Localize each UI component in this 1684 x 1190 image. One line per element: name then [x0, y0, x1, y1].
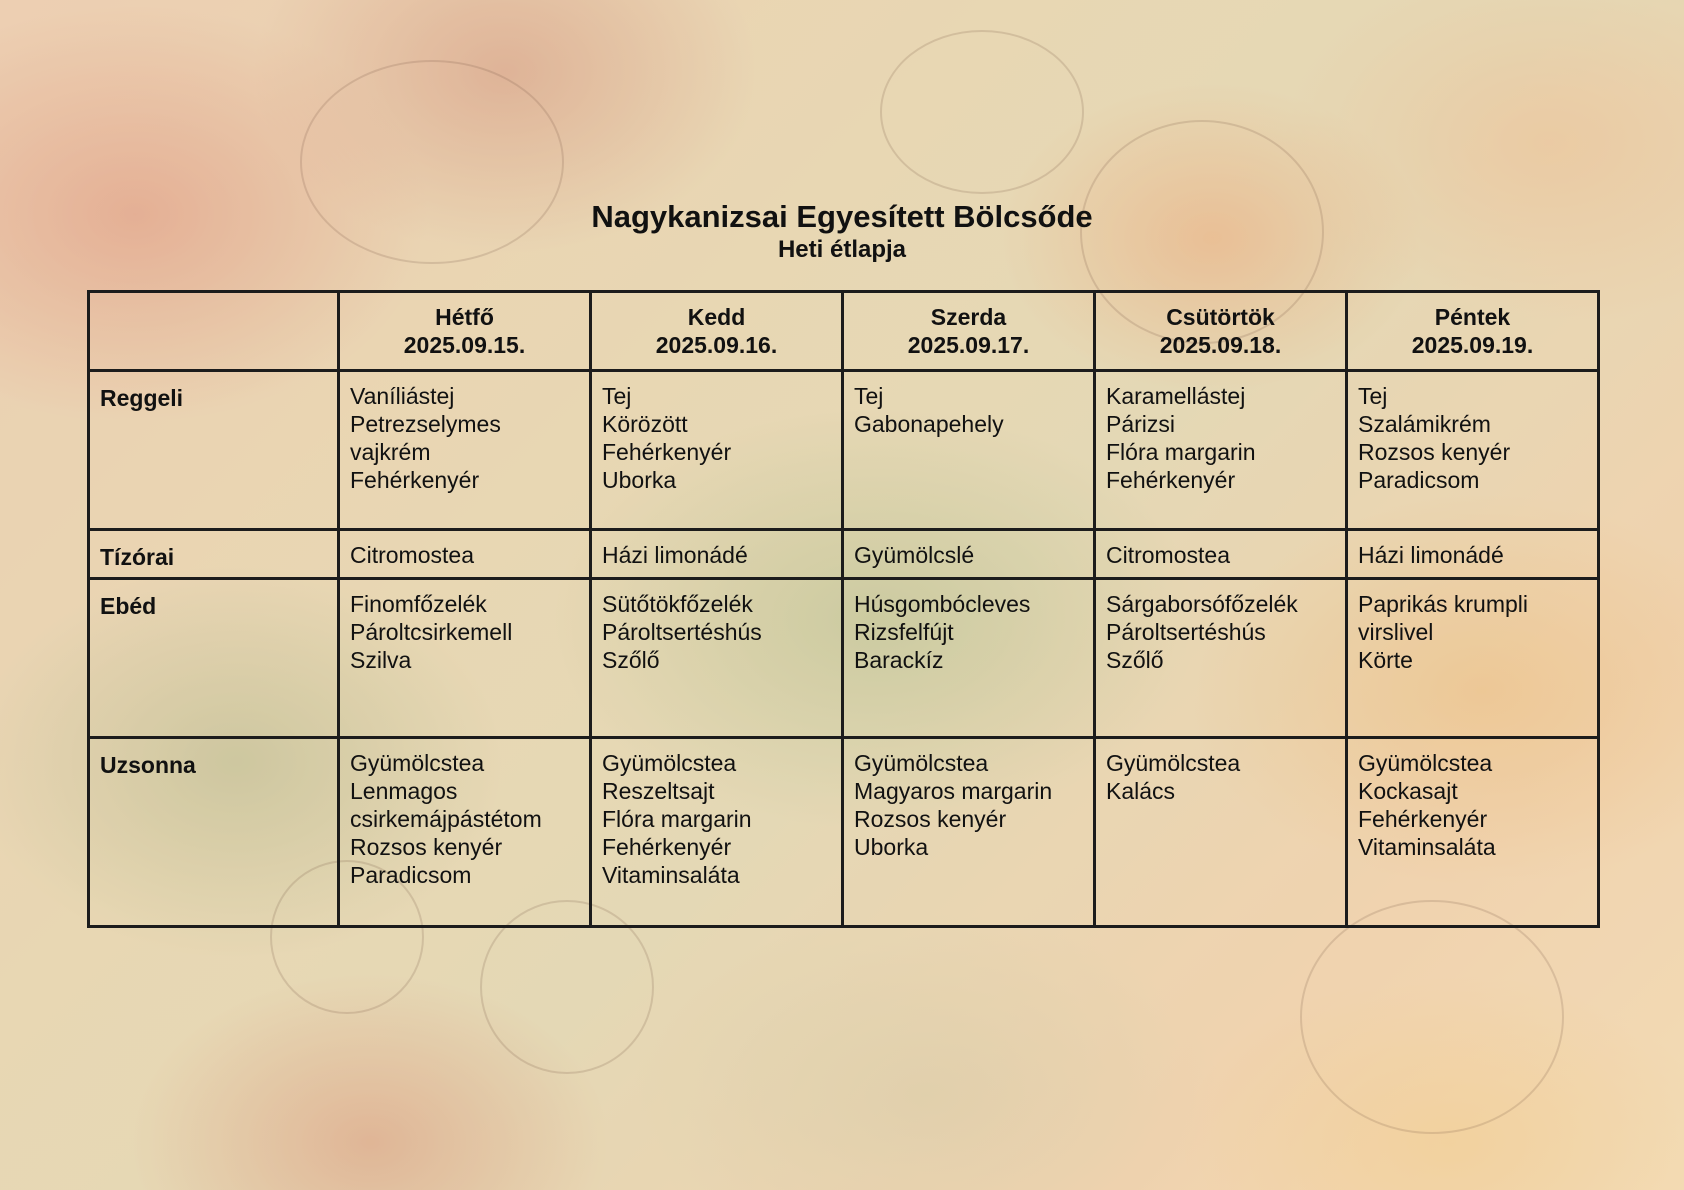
menu-cell	[591, 738, 843, 927]
menu-item: Tej	[1358, 383, 1388, 409]
menu-item: Vitaminsaláta	[1358, 834, 1496, 860]
menu-item: Házi limonádé	[1358, 542, 1504, 568]
menu-cell	[1095, 371, 1347, 530]
table-header-row	[89, 292, 1599, 371]
day-name: Szerda	[930, 304, 1007, 330]
menu-cell	[591, 579, 843, 738]
header	[0, 199, 1684, 265]
menu-item: Kockasajt	[1358, 778, 1458, 804]
menu-item: Rozsos kenyér	[854, 806, 1007, 832]
day-date: 2025.09.17.	[907, 332, 1030, 358]
menu-item: Fehérkenyér	[1106, 467, 1236, 493]
menu-item: Húsgombócleves	[854, 591, 1031, 617]
menu-item: csirkemájpástétom	[350, 806, 542, 832]
menu-item: Karamellástej	[1106, 383, 1246, 409]
menu-item: Citromostea	[350, 542, 474, 568]
background-shape	[880, 30, 1084, 194]
menu-cell	[339, 530, 591, 579]
menu-item: Finomfőzelék	[350, 591, 487, 617]
menu-item: Paprikás krumpli	[1358, 591, 1528, 617]
menu-cell	[1347, 579, 1599, 738]
menu-item: Tej	[602, 383, 632, 409]
menu-item: Gyümölcstea	[1358, 750, 1493, 776]
menu-item: Flóra margarin	[1106, 439, 1256, 465]
menu-item: Gyümölcstea	[602, 750, 737, 776]
day-name: Csütörtök	[1166, 304, 1275, 330]
menu-cell	[339, 371, 591, 530]
menu-item: Fehérkenyér	[1358, 806, 1488, 832]
menu-item: Pároltsertéshús	[1106, 619, 1266, 645]
menu-cell	[1095, 530, 1347, 579]
menu-cell	[843, 371, 1095, 530]
menu-item: Magyaros margarin	[854, 778, 1053, 804]
menu-item: Körte	[1358, 647, 1413, 673]
menu-item: Kalács	[1106, 778, 1176, 804]
day-name: Péntek	[1434, 304, 1511, 330]
table-row	[89, 530, 1599, 579]
menu-item: Vaníliástej	[350, 383, 455, 409]
menu-item: Rozsos kenyér	[350, 834, 503, 860]
day-header	[339, 292, 591, 371]
menu-item: Sárgaborsófőzelék	[1106, 591, 1298, 617]
background-shape	[1300, 900, 1564, 1134]
weekly-menu-table	[87, 290, 1600, 928]
menu-item: vajkrém	[350, 439, 431, 465]
day-date: 2025.09.15.	[403, 332, 526, 358]
menu-item: Petrezselymes	[350, 411, 501, 437]
menu-item: Szőlő	[602, 647, 660, 673]
day-header	[1095, 292, 1347, 371]
table-row	[89, 738, 1599, 927]
menu-item: Házi limonádé	[602, 542, 748, 568]
menu-item: Gyümölcslé	[854, 542, 975, 568]
menu-item: Citromostea	[1106, 542, 1230, 568]
day-header	[591, 292, 843, 371]
menu-item: Szalámikrém	[1358, 411, 1491, 437]
menu-item: Fehérkenyér	[350, 467, 480, 493]
menu-item: Szőlő	[1106, 647, 1164, 673]
menu-cell	[591, 371, 843, 530]
menu-cell	[339, 738, 591, 927]
meal-label: Ebéd	[89, 579, 339, 738]
day-header	[1347, 292, 1599, 371]
day-date: 2025.09.18.	[1159, 332, 1282, 358]
menu-item: Fehérkenyér	[602, 439, 732, 465]
corner-cell	[89, 292, 339, 371]
menu-cell	[1347, 371, 1599, 530]
day-name: Kedd	[687, 304, 746, 330]
menu-item: Rozsos kenyér	[1358, 439, 1511, 465]
menu-cell	[591, 530, 843, 579]
menu-cell	[843, 738, 1095, 927]
menu-item: virslivel	[1358, 619, 1434, 645]
menu-item: Barackíz	[854, 647, 944, 673]
menu-item: Gabonapehely	[854, 411, 1004, 437]
page-subtitle: Heti étlapja	[777, 236, 907, 263]
meal-label: Tízórai	[89, 530, 339, 579]
day-date: 2025.09.16.	[655, 332, 778, 358]
menu-item: Lenmagos	[350, 778, 458, 804]
menu-item: Flóra margarin	[602, 806, 752, 832]
menu-cell	[1095, 579, 1347, 738]
menu-item: Körözött	[602, 411, 688, 437]
meal-label: Reggeli	[89, 371, 339, 530]
menu-item: Gyümölcstea	[1106, 750, 1241, 776]
menu-cell	[1347, 530, 1599, 579]
menu-item: Párizsi	[1106, 411, 1176, 437]
day-name: Hétfő	[435, 304, 494, 330]
menu-cell	[843, 530, 1095, 579]
table-row	[89, 579, 1599, 738]
table-row	[89, 371, 1599, 530]
menu-item: Sütőtökfőzelék	[602, 591, 753, 617]
page-title: Nagykanizsai Egyesített Bölcsőde	[591, 199, 1093, 234]
menu-item: Uborka	[854, 834, 929, 860]
meal-label: Uzsonna	[89, 738, 339, 927]
menu-item: Rizsfelfújt	[854, 619, 954, 645]
menu-item: Vitaminsaláta	[602, 862, 740, 888]
menu-item: Paradicsom	[1358, 467, 1480, 493]
menu-item: Szilva	[350, 647, 412, 673]
day-date: 2025.09.19.	[1411, 332, 1534, 358]
menu-item: Uborka	[602, 467, 677, 493]
menu-item: Gyümölcstea	[854, 750, 989, 776]
menu-item: Fehérkenyér	[602, 834, 732, 860]
menu-item: Reszeltsajt	[602, 778, 715, 804]
menu-cell	[1347, 738, 1599, 927]
day-header	[843, 292, 1095, 371]
menu-item: Gyümölcstea	[350, 750, 485, 776]
menu-item: Pároltsertéshús	[602, 619, 762, 645]
menu-cell	[843, 579, 1095, 738]
menu-cell	[339, 579, 591, 738]
menu-item: Pároltcsirkemell	[350, 619, 513, 645]
menu-item: Tej	[854, 383, 884, 409]
menu-cell	[1095, 738, 1347, 927]
menu-item: Paradicsom	[350, 862, 472, 888]
